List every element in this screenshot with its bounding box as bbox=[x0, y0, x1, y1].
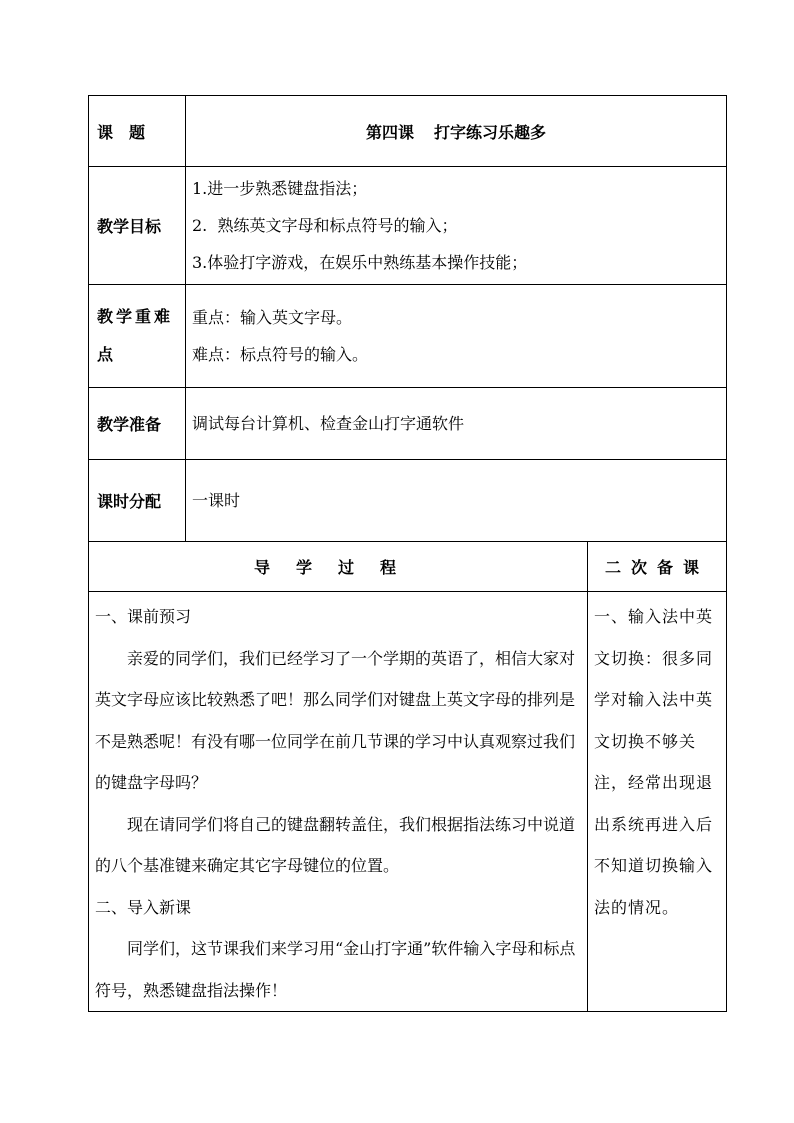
time-allocation-label: 课时分配 bbox=[89, 460, 186, 542]
key-points-label bbox=[89, 285, 186, 388]
difficult-point: 难点：标点符号的输入。 bbox=[192, 345, 369, 364]
secondary-prep-header: 二次备课 bbox=[588, 542, 727, 592]
goal-item: 1.进一步熟悉键盘指法； bbox=[192, 179, 368, 198]
goals-label: 教学目标 bbox=[89, 167, 186, 285]
process-body-row bbox=[89, 592, 727, 1012]
title-row bbox=[89, 96, 727, 167]
title-label: 课 题 bbox=[89, 96, 186, 167]
goals-cell bbox=[186, 167, 727, 285]
key-points-row bbox=[89, 285, 727, 388]
goals-row bbox=[89, 167, 727, 285]
time-allocation-text: 一课时 bbox=[186, 460, 727, 542]
key-points-label-line1: 教学重难 bbox=[97, 307, 174, 326]
lesson-number: 第四课 bbox=[365, 122, 414, 142]
goal-item: 2. 熟练英文字母和标点符号的输入； bbox=[192, 216, 458, 235]
process-header-row bbox=[89, 542, 727, 592]
paragraph: 亲爱的同学们，我们已经学习了一个学期的英语了，相信大家对英文字母应该比较熟悉了吧！那么同学们对键盘上英文字母的排列是不是熟悉呢！有没有哪一位同学在前几节课的学习中认真观察过我们的键盘字母吗？ bbox=[95, 648, 576, 792]
time-allocation-row bbox=[89, 460, 727, 542]
process-content bbox=[89, 592, 588, 1012]
lesson-plan-table bbox=[88, 95, 727, 1012]
preparation-row bbox=[89, 388, 727, 460]
key-points-cell bbox=[186, 285, 727, 388]
key-point: 重点：输入英文字母。 bbox=[192, 308, 353, 327]
preparation-label: 教学准备 bbox=[89, 388, 186, 460]
preparation-text: 调试每台计算机、检查金山打字通软件 bbox=[186, 388, 727, 460]
lesson-plan-page bbox=[88, 95, 726, 1012]
paragraph: 现在请同学们将自己的键盘翻转盖住，我们根据指法练习中说道的八个基准键来确定其它字母键位的位置。 bbox=[95, 814, 576, 875]
goal-item: 3.体验打字游戏，在娱乐中熟练基本操作技能； bbox=[192, 253, 528, 272]
process-header: 导学过程 bbox=[89, 542, 588, 592]
paragraph: 同学们，这节课我们来学习用“金山打字通”软件输入字母和标点符号，熟悉键盘指法操作！ bbox=[95, 939, 576, 1000]
section-heading: 二、导入新课 bbox=[95, 897, 192, 917]
lesson-title bbox=[186, 96, 727, 167]
secondary-prep-notes: 一、输入法中英文切换：很多同学对输入法中英文切换不够关注，经常出现退出系统再进入后不知道切换输入法的情况。 bbox=[588, 592, 727, 1012]
lesson-name: 打字练习乐趣多 bbox=[434, 122, 547, 142]
section-heading: 一、课前预习 bbox=[95, 607, 192, 626]
key-points-label-line2: 点 bbox=[97, 345, 117, 364]
